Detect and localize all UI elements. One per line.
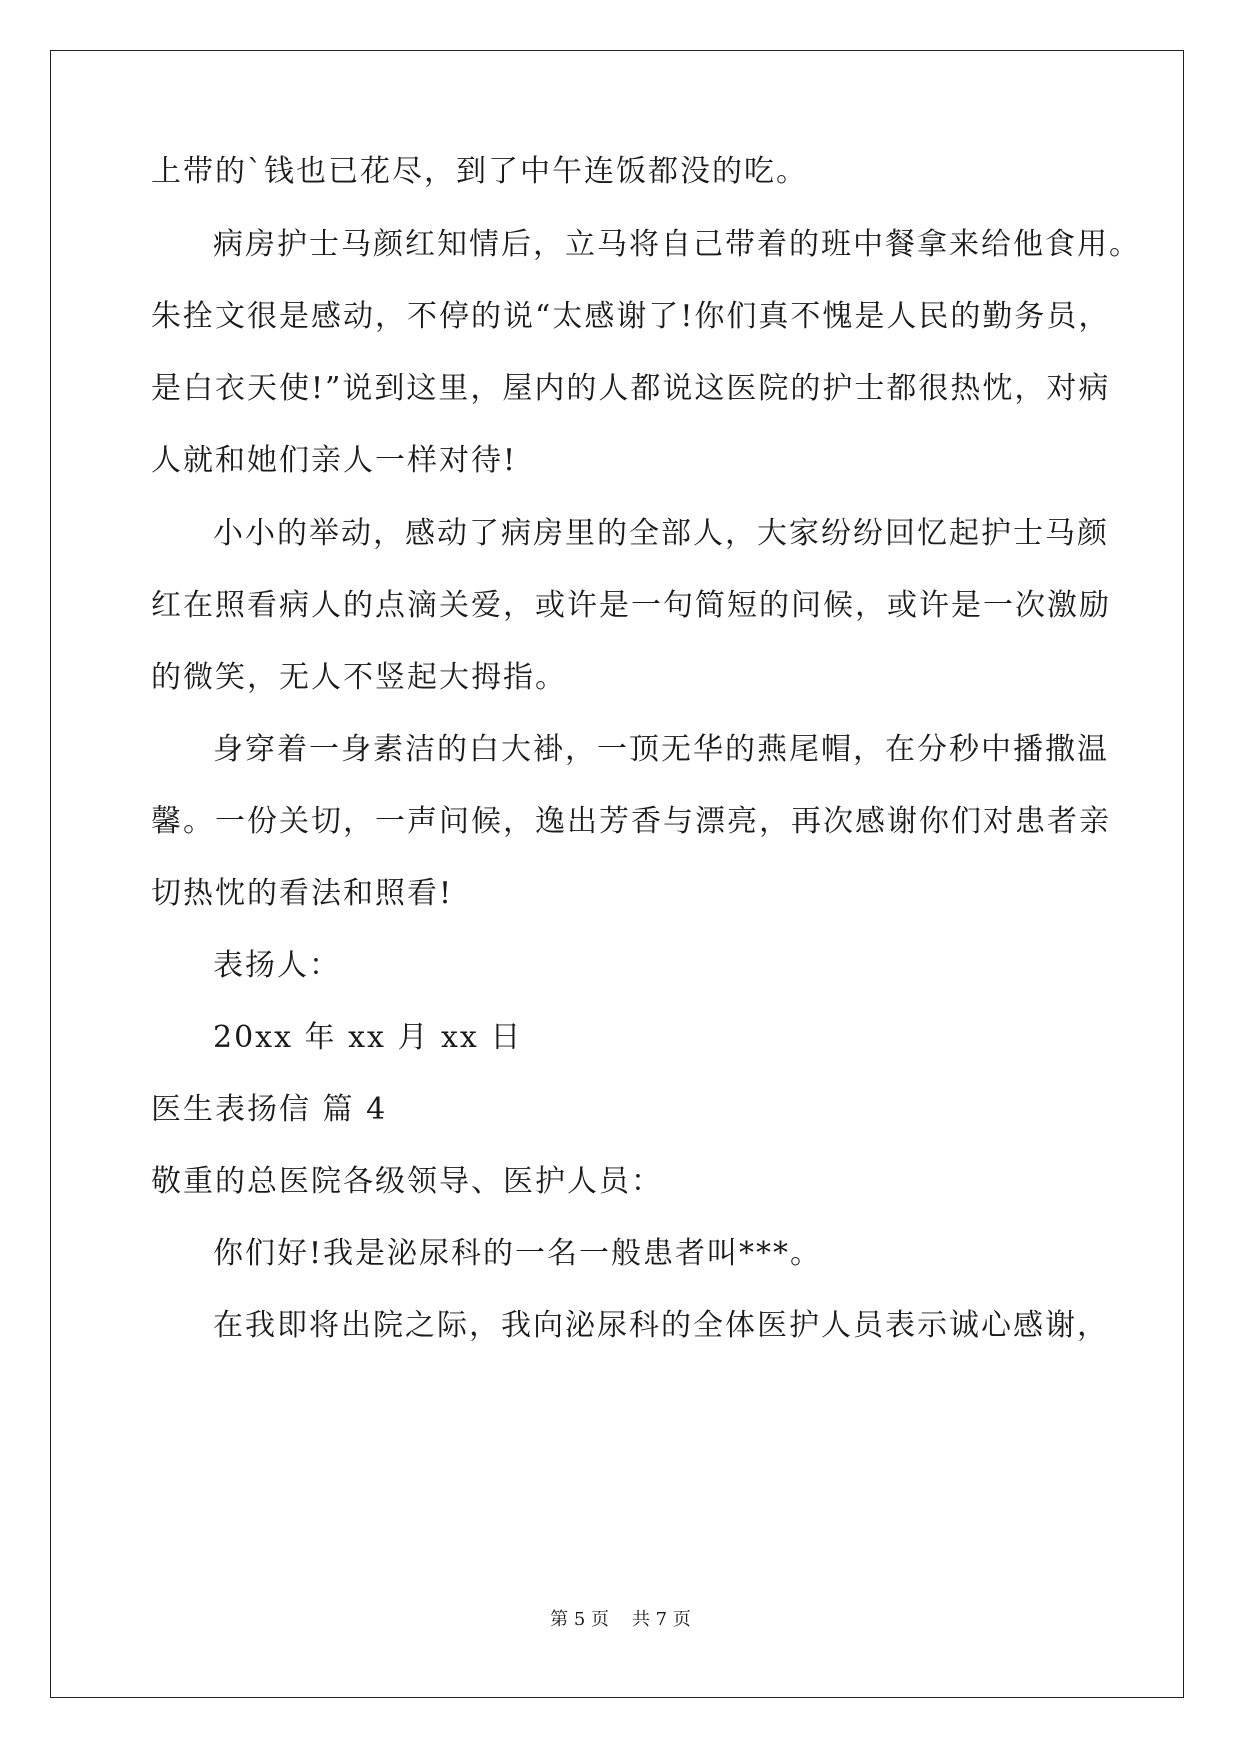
body-line: 人就和她们亲人一样对待! [151,443,518,478]
body-line: 切热忱的看法和照看! [151,876,454,911]
body-line: 上带的`钱也已花尽，到了中午连饭都没的吃。 [151,154,808,189]
body-line: 小小的举动，感动了病房里的全部人，大家纷纷回忆起护士马颜 [213,516,1109,551]
body-line: 你们好!我是泌尿科的一名一般患者叫***。 [213,1236,823,1271]
signature-label: 表扬人： [213,948,341,983]
section-heading: 医生表扬信 篇 4 [151,1092,388,1127]
page-number-footer: 第 5 页 共 7 页 [550,1609,691,1630]
body-line: 是白衣天使!”说到这里，屋内的人都说这医院的护士都很热忱，对病 [151,371,1111,406]
body-line: 朱拴文很是感动，不停的说“太感谢了!你们真不愧是人民的勤务员， [151,299,1111,334]
salutation: 敬重的总医院各级领导、医护人员： [151,1164,663,1199]
body-line: 馨。一份关切，一声问候，逸出芳香与漂亮，再次感谢你们对患者亲 [151,804,1111,839]
body-line: 病房护士马颜红知情后，立马将自己带着的班中餐拿来给他食用。 [213,227,1141,262]
body-line: 身穿着一身素洁的白大褂，一顶无华的燕尾帽，在分秒中播撒温 [213,732,1109,767]
body-line: 在我即将出院之际，我向泌尿科的全体医护人员表示诚心感谢， [213,1308,1109,1343]
body-line: 的微笑，无人不竖起大拇指。 [151,660,567,695]
date-line: 20xx 年 xx 月 xx 日 [213,1020,523,1055]
body-line: 红在照看病人的点滴关爱，或许是一句简短的问候，或许是一次激励 [151,588,1111,623]
